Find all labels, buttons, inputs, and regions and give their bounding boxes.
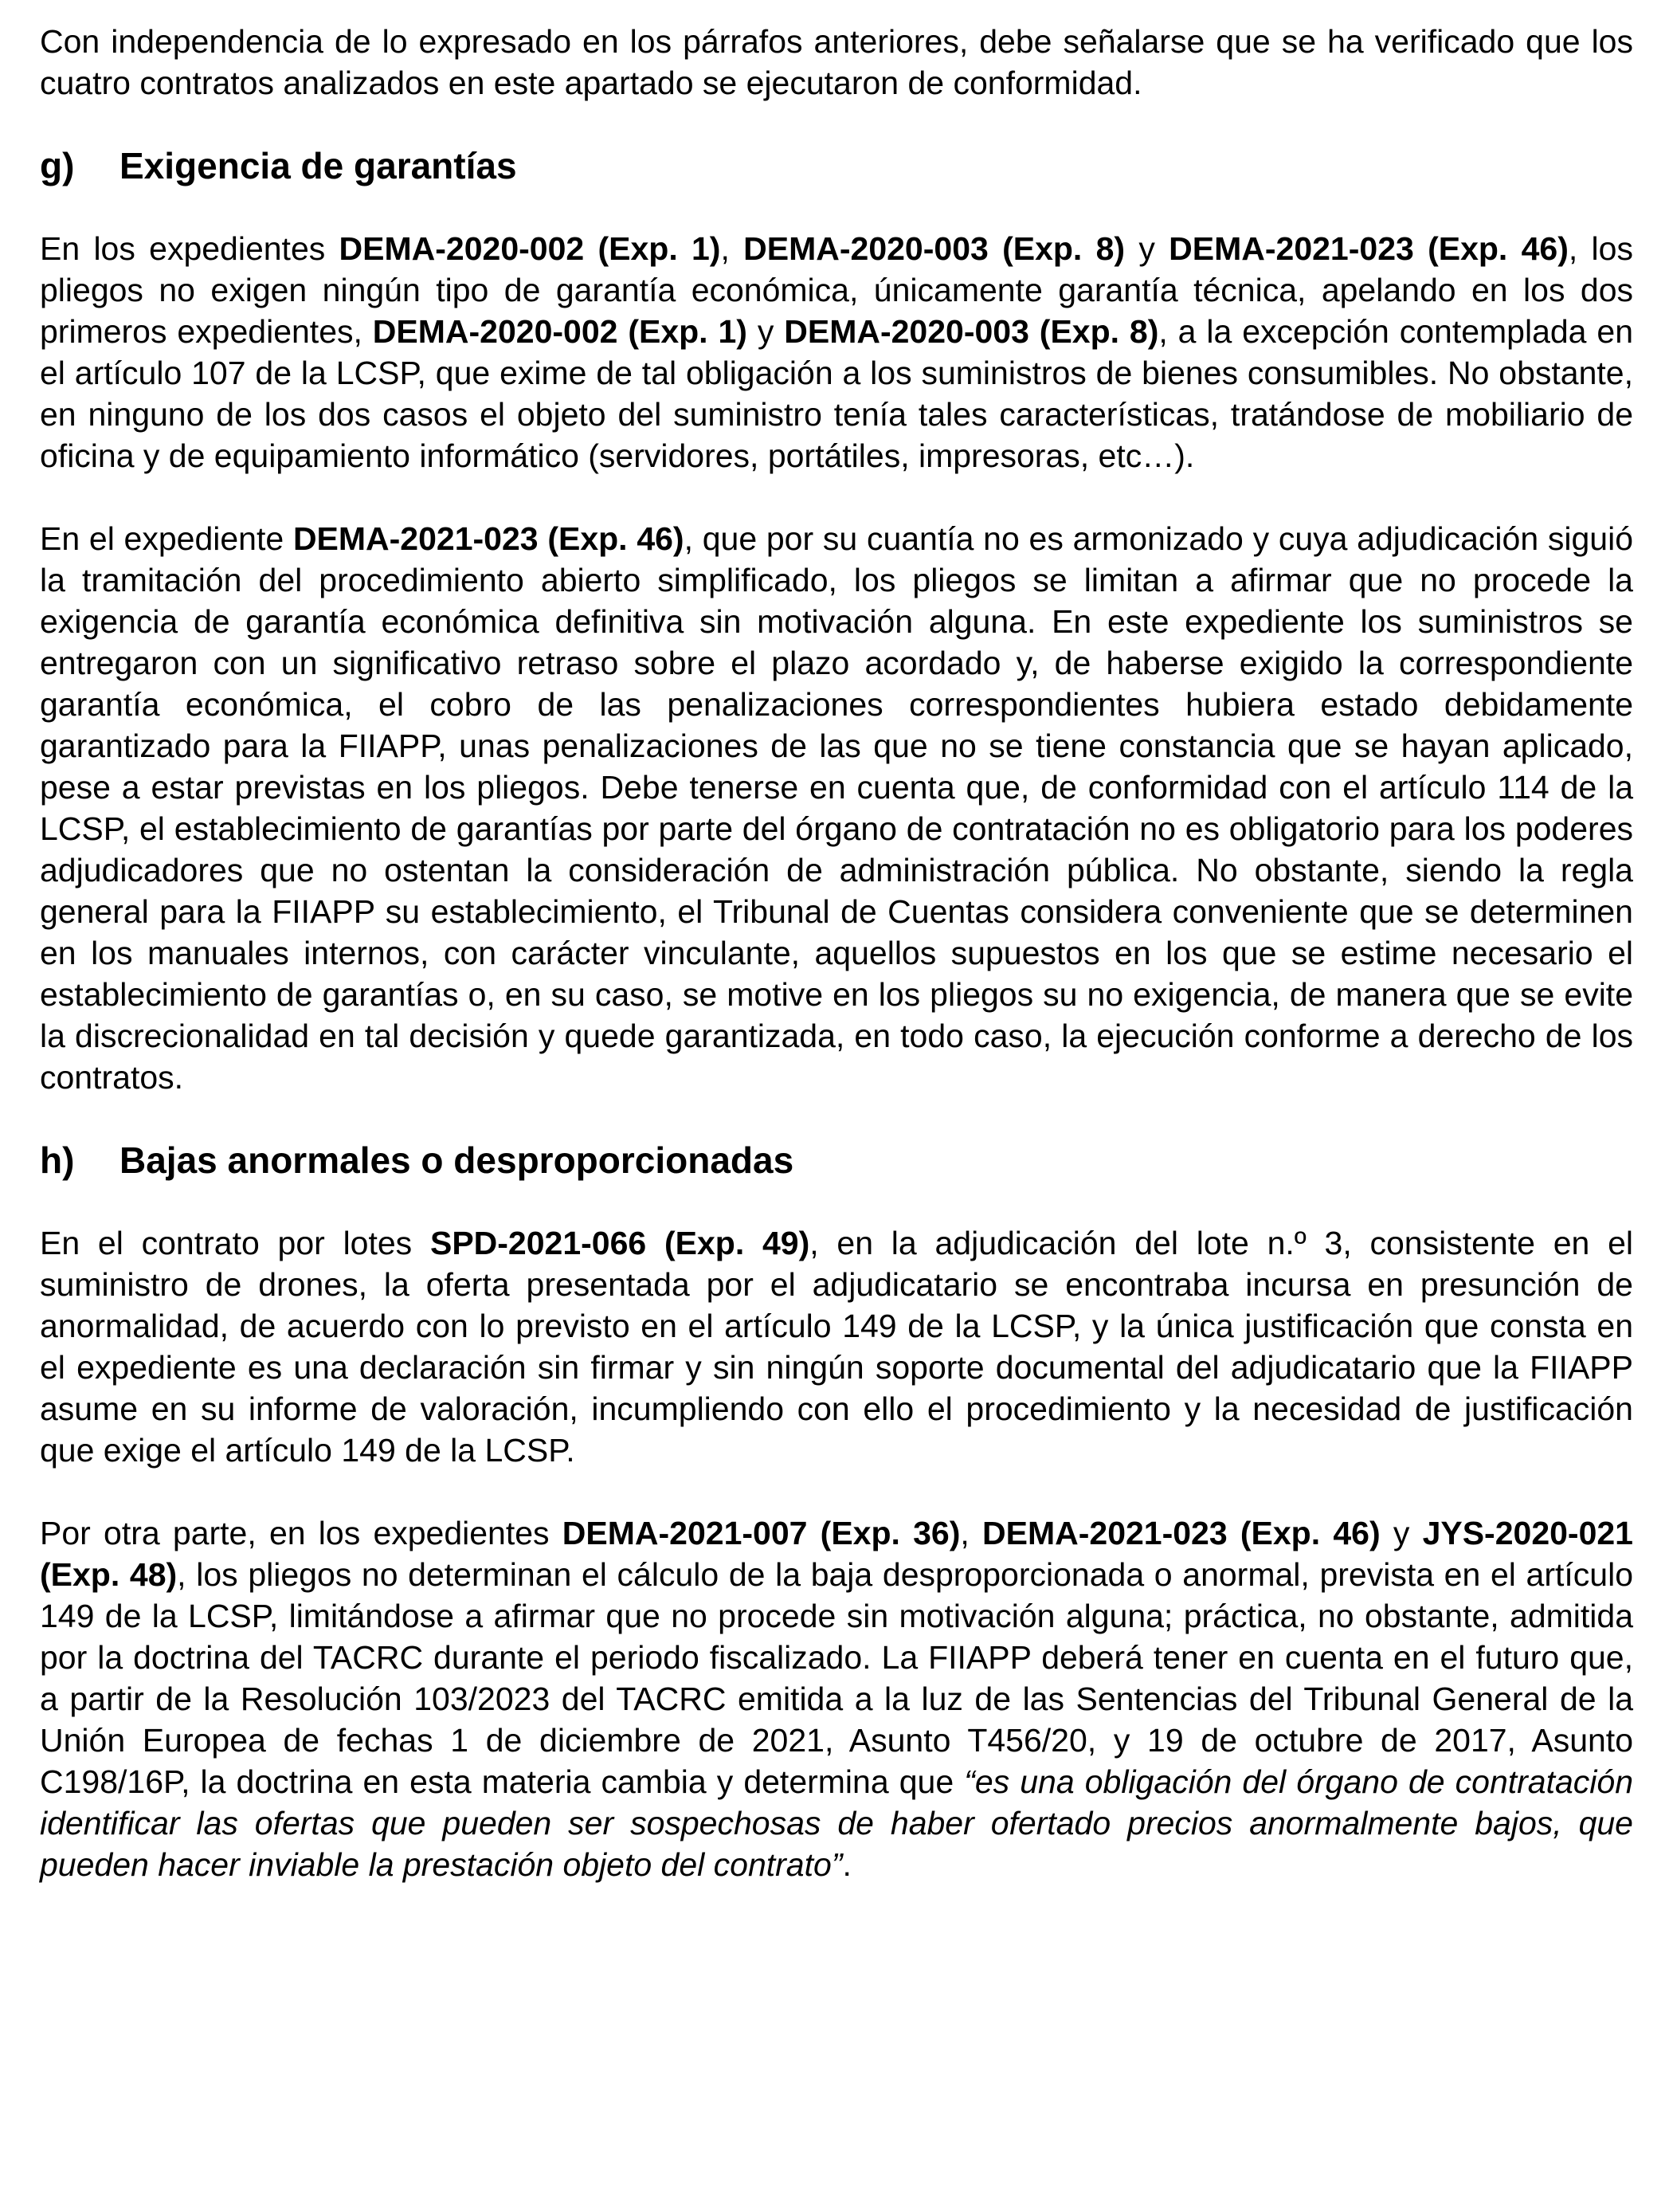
text-run: “es una obligación del órgano de contratación identificar las ofertas que pueden ser sospechosas de haber ofertado precios anormalmente bajos, que pueden hacer inviable la prestación objeto del contrato” [40, 1763, 1633, 1883]
text-run: y [1125, 230, 1169, 267]
text-run: SPD-2021-066 (Exp. 49) [429, 1225, 810, 1261]
text-run: DEMA-2021-023 (Exp. 46) [292, 520, 684, 557]
text-run: Con independencia de lo expresado en los párrafos anteriores, debe señalarse que se ha verificado que los cuatro contratos analizados en este apartado se ejecutaron de conformidad. [40, 23, 1633, 101]
text-run: , en la adjudicación del lote n.º 3, consistente en el suministro de drones, la oferta presentada por el adjudicatario se encontraba incursa en presunción de anormalidad, de acuerdo con lo previsto en el artículo 149 de la LCSP, y la única justificación que consta en el expediente es una declaración sin firmar y sin ningún soporte documental del adjudicatario que la FIIAPP asume en su informe de valoración, incumpliendo con ello el procedimiento y la necesidad de justificación que exige el artículo 149 de la LCSP. [40, 1225, 1633, 1469]
text-run: , [960, 1515, 983, 1551]
section-label: h) [40, 1139, 75, 1181]
paragraph-conformidad [40, 21, 1633, 104]
paragraph-dema-2021-023 [40, 518, 1633, 1098]
text-run: . [842, 1846, 852, 1883]
text-run: , los pliegos no determinan el cálculo de la baja desproporcionada o anormal, prevista en el artículo 149 de la LCSP, limitándose a afirmar que no procede sin motivación alguna; práctica, no obstante, admitida por la doctrina del TACRC durante el periodo fiscalizado. La FIIAPP deberá tener en cuenta en el futuro que, a partir de la Resolución 103/2023 del TACRC emitida a la luz de las Sentencias del Tribunal General de la Unión Europea de fechas 1 de diciembre de 2021, Asunto T456/20, y 19 de octubre de 2017, Asunto C198/16P, la doctrina en esta materia cambia y determina que [40, 1556, 1633, 1800]
text-run: En el expediente [40, 520, 293, 557]
section-label: g) [40, 145, 75, 186]
text-run: En los expedientes [40, 230, 339, 267]
text-run: , a la excepción contemplada en el artículo 107 de la LCSP, que exime de tal obligación a los suministros de bienes consumibles. No obstante, en ninguno de los dos casos el objeto del suministro tenía tales características, tratándose de mobiliario de oficina y de equipamiento informático (servidores, portátiles, impresoras, etc…). [40, 313, 1633, 474]
text-run: , [720, 230, 744, 267]
section-heading-exigencia-garantias [40, 145, 1633, 186]
text-run: , los pliegos no exigen ningún tipo de garantía económica, únicamente garantía técnica, apelando en los dos primeros expedientes, [40, 230, 1633, 350]
paragraph-baja-desproporcionada [40, 1512, 1633, 1885]
text-run: DEMA-2020-003 (Exp. 8) [743, 230, 1126, 267]
section-heading-bajas-anormales [40, 1139, 1633, 1181]
text-run: DEMA-2021-023 (Exp. 46) [1169, 230, 1569, 267]
text-run: DEMA-2020-003 (Exp. 8) [784, 313, 1159, 350]
paragraph-expedientes-sin-garantia [40, 228, 1633, 477]
text-run: En el contrato por lotes [40, 1225, 430, 1261]
section-title: Exigencia de garantías [119, 145, 517, 186]
paragraph-spd-2021-066 [40, 1222, 1633, 1471]
text-run: DEMA-2020-002 (Exp. 1) [372, 313, 747, 350]
text-run: DEMA-2021-023 (Exp. 46) [982, 1515, 1381, 1551]
section-title: Bajas anormales o desproporcionadas [119, 1139, 794, 1181]
text-run: , que por su cuantía no es armonizado y cuya adjudicación siguió la tramitación del procedimiento abierto simplificado, los pliegos se limitan a afirmar que no procede la exigencia de garantía económica definitiva sin motivación alguna. En este expediente los suministros se entregaron con un significativo retraso sobre el plazo acordado y, de haberse exigido la correspondiente garantía económica, el cobro de las penalizaciones correspondientes hubiera estado debidamente garantizado para la FIIAPP, unas penalizaciones de las que no se tiene constancia que se hayan aplicado, pese a estar previstas en los pliegos. Debe tenerse en cuenta que, de conformidad con el artículo 114 de la LCSP, el establecimiento de garantías por parte del órgano de contratación no es obligatorio para los poderes adjudicadores que no ostentan la consideración de administración pública. No obstante, siendo la regla general para la FIIAPP su establecimiento, el Tribunal de Cuentas considera conveniente que se determinen en los manuales internos, con carácter vinculante, aquellos supuestos en los que se estime necesario el establecimiento de garantías o, en su caso, se motive en los pliegos su no exigencia, de manera que se evite la discrecionalidad en tal decisión y quede garantizada, en todo caso, la ejecución conforme a derecho de los contratos. [40, 520, 1633, 1096]
text-run: DEMA-2021-007 (Exp. 36) [562, 1515, 961, 1551]
text-run: y [1380, 1515, 1423, 1551]
text-run: JYS-2020-021 (Exp. 48) [40, 1515, 1633, 1593]
text-run: DEMA-2020-002 (Exp. 1) [339, 230, 721, 267]
text-run: y [746, 313, 785, 350]
text-run: Por otra parte, en los expedientes [40, 1515, 562, 1551]
